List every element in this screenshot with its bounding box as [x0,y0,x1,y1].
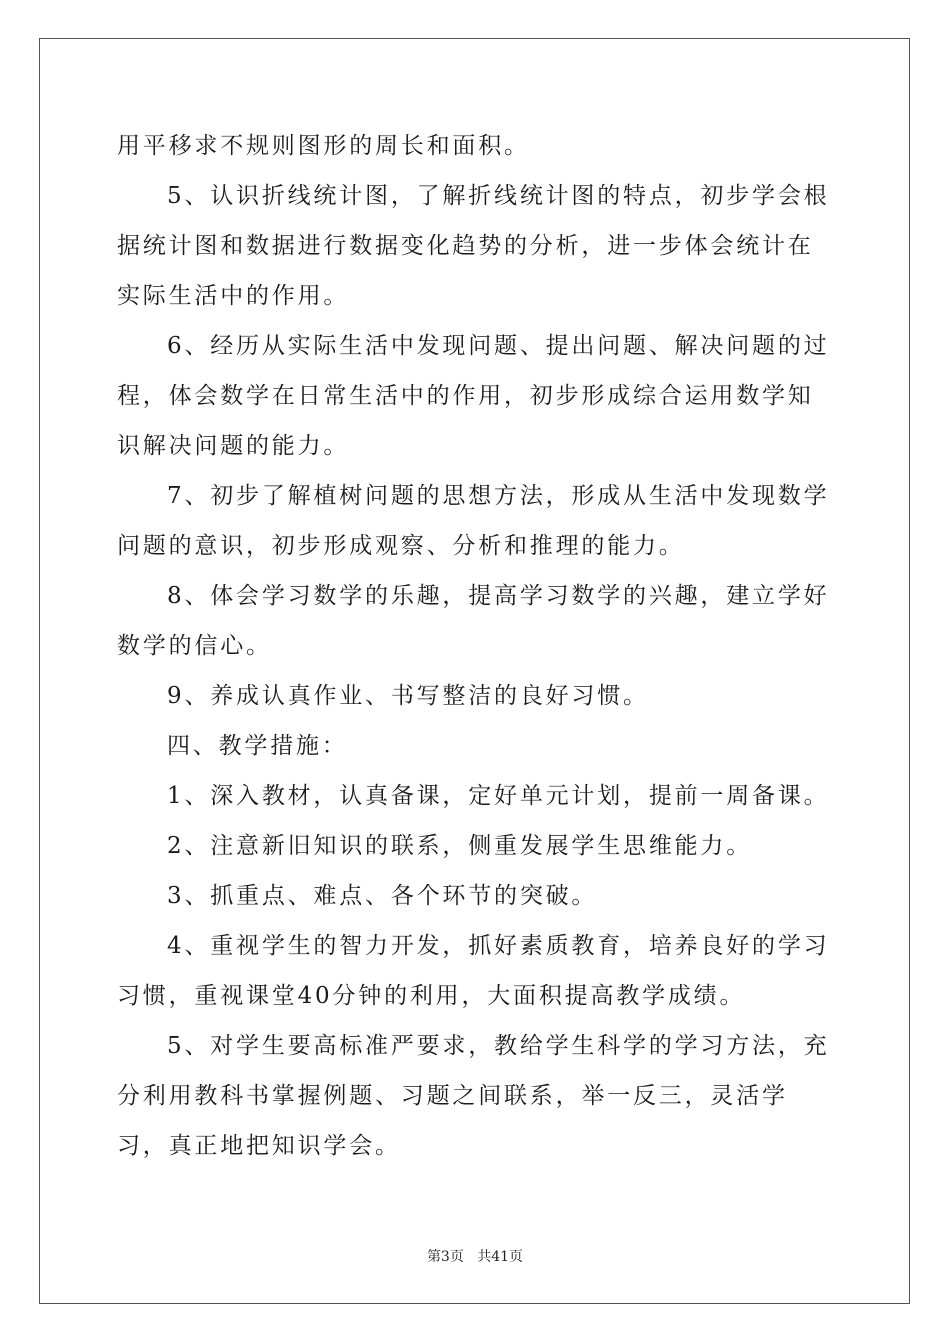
paragraph: 3、抓重点、难点、各个环节的突破。 [167,883,598,909]
paragraph: 用平移求不规则图形的周长和面积。 [117,133,530,159]
page-footer [0,1246,950,1266]
paragraph: 4、重视学生的智力开发，抓好素质教育，培养良好的学习习惯，重视课堂40分钟的利用，大面积提高教学成绩。 [117,933,830,1009]
paragraph: 9、养成认真作业、书写整洁的良好习惯。 [167,683,649,709]
paragraph: 5、对学生要高标准严要求，教给学生科学的学习方法，充分利用教科书掌握例题、习题之间联系，举一反三，灵活学习，真正地把知识学会。 [117,1033,830,1159]
paragraph: 8、体会学习数学的乐趣，提高学习数学的兴趣，建立学好数学的信心。 [117,583,830,659]
paragraph: 6、经历从实际生活中发现问题、提出问题、解决问题的过程，体会数学在日常生活中的作用，初步形成综合运用数学知识解决问题的能力。 [117,333,830,459]
document-body [117,121,839,1171]
paragraph: 7、初步了解植树问题的思想方法，形成从生活中发现数学问题的意识，初步形成观察、分析和推理的能力。 [117,483,830,559]
current-page-label: 第3页 [426,1249,464,1265]
total-pages-label: 共41页 [477,1249,524,1265]
paragraph: 2、注意新旧知识的联系，侧重发展学生思维能力。 [167,833,753,859]
paragraph: 1、深入教材，认真备课，定好单元计划，提前一周备课。 [167,783,830,809]
section-heading: 四、教学措施： [167,733,348,759]
paragraph: 5、认识折线统计图，了解折线统计图的特点，初步学会根据统计图和数据进行数据变化趋势的分析，进一步体会统计在实际生活中的作用。 [117,183,830,309]
